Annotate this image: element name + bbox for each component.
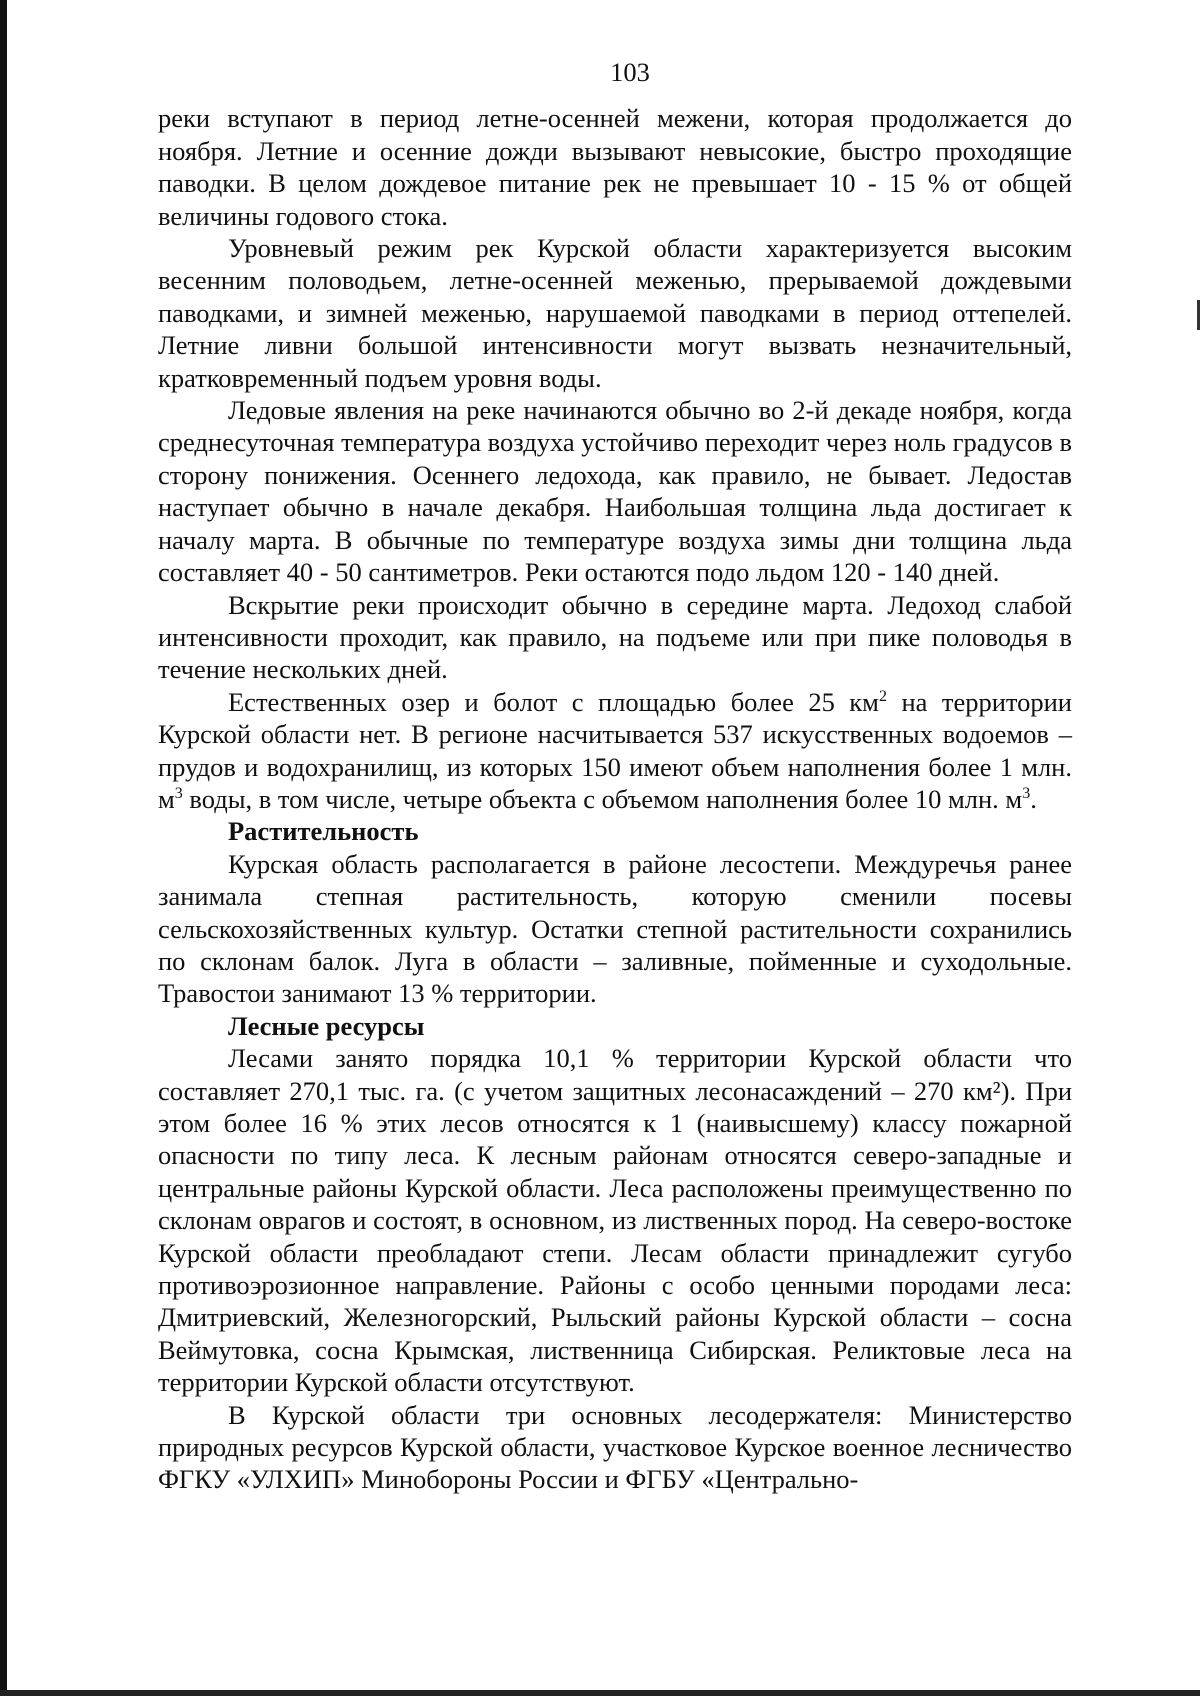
heading-forest-resources: Лесные ресурсы (228, 1010, 425, 1041)
paragraph-level-regime: Уровневый режим рек Курской области характеризуется высоким весенним половодьем, летне-осенней меженью, прерываемой дождевыми паводками, и зимней меженью, нарушаемой паводками в период оттепелей. Летние ливни большой интенсивности могут вызвать незначительный, кратковременный подъем уровня воды. (158, 233, 1072, 393)
paragraph-ice-phenomena: Ледовые явления на реке начинаются обычно во 2-й декаде ноября, когда среднесуточная температура воздуха устойчиво переходит через ноль градусов в сторону понижения. Осеннего ледохода, как правило, не бывает. Ледостав наступает обычно в начале декабря. Наибольшая толщина льда достигает к началу марта. В обычные по температуре воздуха зимы дни толщина льда составляет 40 - 50 сантиметров. Реки остаются подо льдом 120 - 140 дней. (158, 395, 1072, 588)
lakes-text-4: . (1030, 783, 1037, 814)
paragraph-lakes-reservoirs (158, 686, 1072, 816)
paragraph-river-summer-low-water: реки вступают в период летне-осенней межени, которая продолжается до ноября. Летние и осенние дожди вызывают невысокие, быстро проходящие паводки. В целом дождевое питание рек не превышает 10 - 15 % от общей величины годового стока. (158, 103, 1072, 231)
lakes-sup-3: 3 (1022, 784, 1031, 802)
lakes-text-3: воды, в том числе, четыре объекта с объемом наполнения более 10 млн. м (182, 783, 1023, 814)
lakes-sup-2: 3 (174, 784, 183, 802)
lakes-sup-1: 2 (878, 687, 887, 705)
paragraph-forests: Лесами занято порядка 10,1 % территории Курской области что составляет 270,1 тыс. га. (с учетом защитных лесонасаждений – 270 км²). При этом более 16 % этих лесов относятся к 1 (наивысшему) классу пожарной опасности по типу леса. К лесным районам относятся северо-западные и центральные районы Курской области. Леса расположены преимущественно по склонам оврагов и состоят, в основном, из лиственных пород. На северо-востоке Курской области преобладают степи. Лесам области принадлежит сугубо противоэрозионное направление. Районы с особо ценными породами леса: Дмитриевский, Железногорский, Рыльский районы Курской области – сосна Веймутовка, сосна Крымская, лиственница Сибирская. Реликтовые леса на территории Курской области отсутствуют. (158, 1043, 1072, 1398)
scan-border-bottom (0, 1690, 1200, 1696)
document-page (158, 56, 1072, 1496)
scan-border-left (0, 0, 7, 1696)
paragraph-river-opening: Вскрытие реки происходит обычно в середине марта. Ледоход слабой интенсивности проходит, как правило, на подъеме или при пике половодья в течение нескольких дней. (158, 589, 1072, 685)
paragraph-forest-holders: В Курской области три основных лесодержателя: Министерство природных ресурсов Курской области, участковое Курское военное лесничество ФГКУ «УЛХИП» Минобороны России и ФГБУ «Центрально- (158, 1399, 1072, 1495)
lakes-text-2: на территории Курской области нет. В регионе насчитывается 537 искусственных водоемов – прудов и водохранилищ, из которых 150 имеют объем наполнения более 1 млн. м (158, 686, 1072, 814)
heading-vegetation: Растительность (228, 816, 419, 847)
lakes-text-1: Естественных озер и болот с площадью более 25 км (228, 686, 879, 717)
paragraph-vegetation: Курская область располагается в районе лесостепи. Междуречья ранее занимала степная растительность, которую сменили посевы сельскохозяйственных культур. Остатки степной растительности сохранились по склонам балок. Луга в области – заливные, пойменные и суходольные. Травостои занимают 13 % территории. (158, 848, 1072, 1009)
page-number: 103 (610, 57, 650, 87)
